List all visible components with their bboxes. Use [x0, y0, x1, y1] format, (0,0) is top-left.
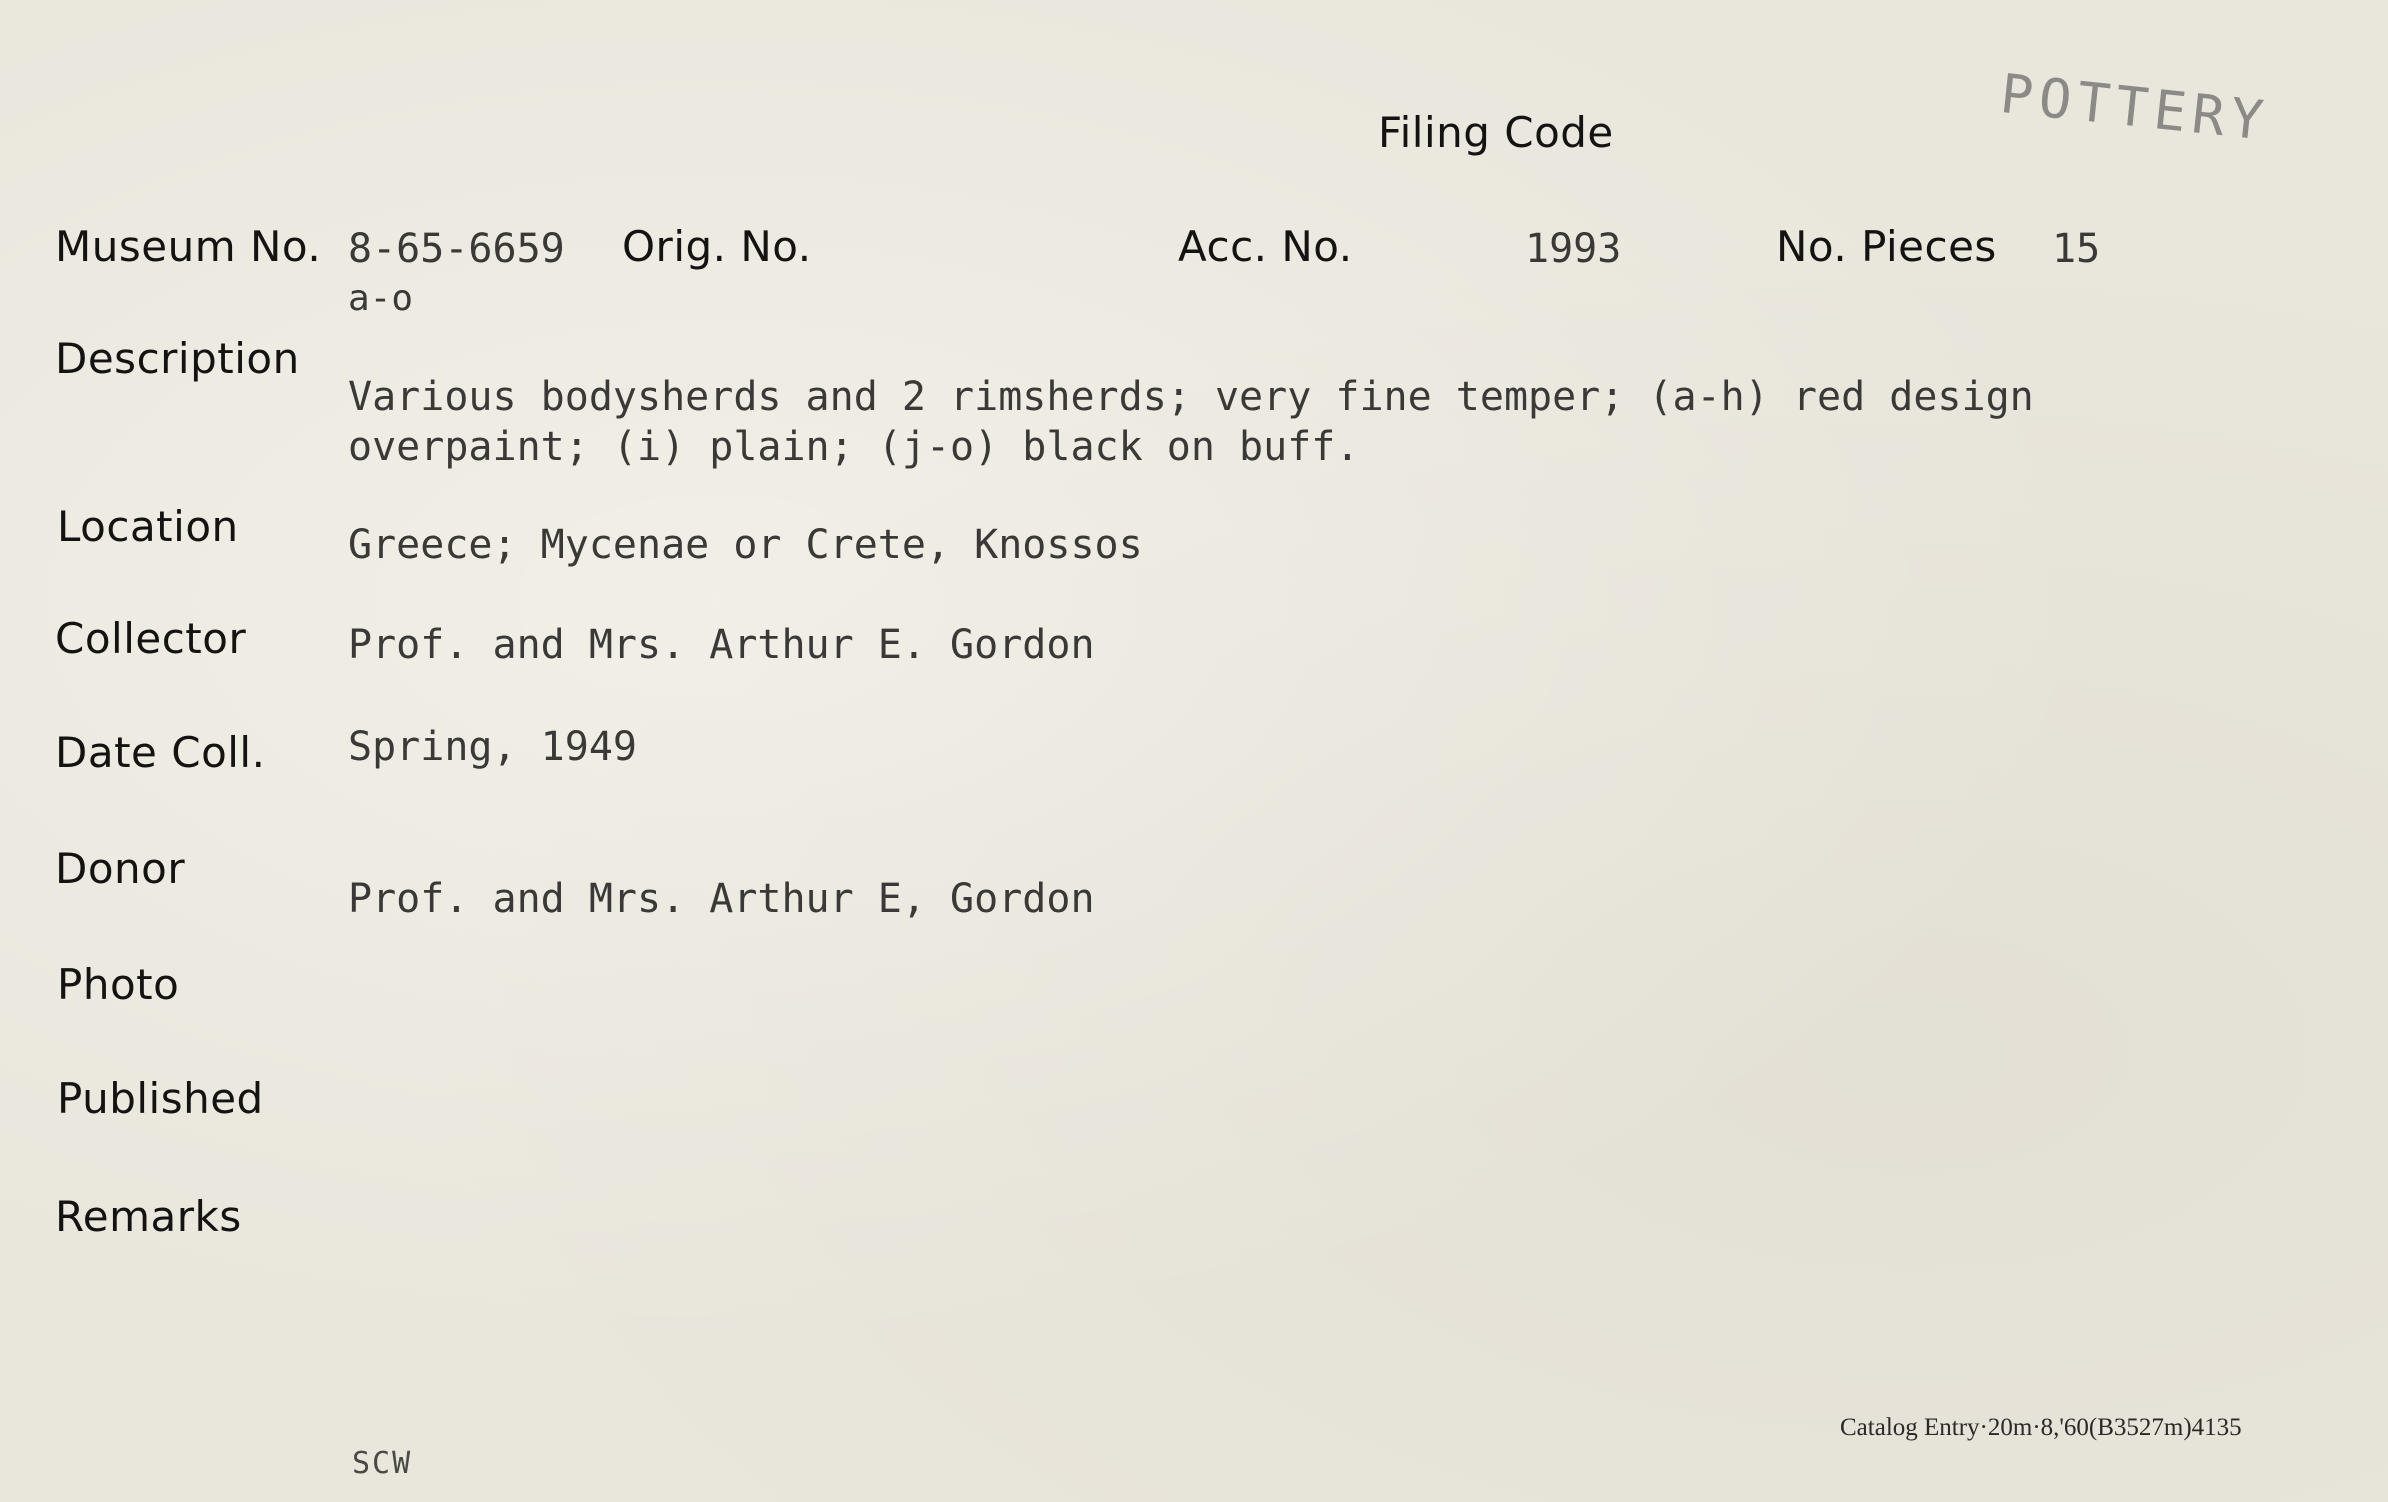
location-label: Location [57, 502, 239, 551]
no-pieces-value: 15 [2052, 226, 2101, 272]
published-label: Published [57, 1074, 264, 1123]
location-value: Greece; Mycenae or Crete, Knossos [348, 522, 1143, 568]
acc-no-value: 1993 [1525, 226, 1622, 272]
catalog-entry-printline: Catalog Entry·20m·8,'60(B3527m)4135 [1840, 1414, 2242, 1441]
museum-no-value: 8-65-6659 [348, 226, 565, 272]
museum-no-label: Museum No. [55, 222, 322, 271]
description-label: Description [55, 334, 300, 383]
orig-no-label: Orig. No. [622, 222, 812, 271]
date-coll-label: Date Coll. [55, 728, 266, 777]
collector-label: Collector [55, 614, 247, 663]
date-coll-value: Spring, 1949 [348, 724, 637, 770]
donor-value: Prof. and Mrs. Arthur E, Gordon [348, 876, 1095, 922]
donor-label: Donor [55, 844, 186, 893]
filing-code-label: Filing Code [1378, 108, 1614, 157]
museum-no-suffix: a-o [348, 278, 414, 319]
remarks-label: Remarks [55, 1192, 242, 1241]
pottery-stamp: POTTERY [1997, 62, 2273, 153]
acc-no-label: Acc. No. [1178, 222, 1353, 271]
description-line-2: overpaint; (i) plain; (j-o) black on buff. [348, 424, 1360, 470]
collector-value: Prof. and Mrs. Arthur E. Gordon [348, 622, 1095, 668]
photo-label: Photo [57, 960, 180, 1009]
description-line-1: Various bodysherds and 2 rimsherds; very fine temper; (a-h) red design [348, 374, 2034, 420]
no-pieces-label: No. Pieces [1776, 222, 1997, 271]
cataloger-initials: SCW [352, 1446, 413, 1481]
